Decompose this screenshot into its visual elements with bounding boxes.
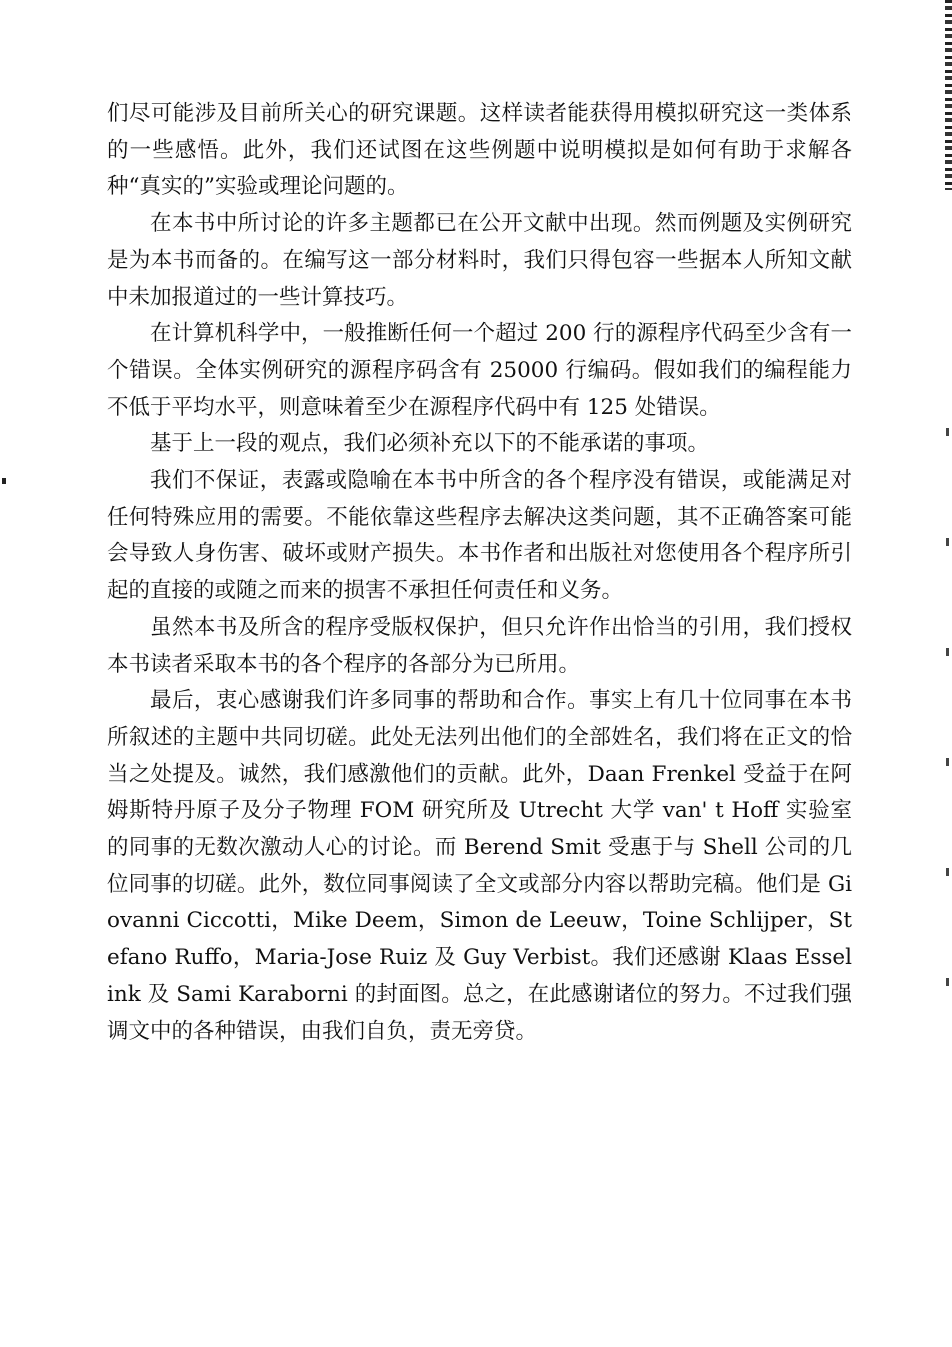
scan-speck — [2, 478, 6, 484]
paragraph-literature: 在本书中所讨论的许多主题都已在公开文献中出现。然而例题及实例研究是为本书而备的。在编写这一部分材料时，我们只得包容一些据本人所知文献中未加报道过的一些计算技巧。 — [107, 211, 852, 310]
paragraph-acknowledgements: 最后，衷心感谢我们许多同事的帮助和合作。事实上有几十位同事在本书所叙述的主题中共同切磋。此处无法列出他们的全部姓名，我们将在正文的恰当之处提及。诚然，我们感激他们的贡献。此外，Daan Frenkel 受益于在阿姆斯特丹原子及分子物理 FOM 研究所及 Utrecht 大学 van' t Hoff 实验室的同事的无数次激动人心的讨论。而 Berend Smit 受惠于与 Shell 公司的几位同事的切磋。此外，数位同事阅读了全文或部分内容以帮助完稿。他们是 Giovanni Ciccotti，Mike Deem，Simon de Leeuw，Toine Schlijper，Stefano Ruffo，Maria-Jose Ruiz 及 Guy Verbist。我们还感谢 Klaas Esselink 及 Sami Karaborni 的封面图。总之，在此感谢诸位的努力。不过我们强调文中的各种错误，由我们自负，责无旁贷。 — [107, 688, 852, 1044]
paragraph-disclaimer-intro: 基于上一段的观点，我们必须补充以下的不能承诺的事项。 — [150, 431, 710, 457]
binding-edge-marks — [946, 380, 949, 1080]
body-text — [107, 96, 852, 1050]
paragraph-code-errors: 在计算机科学中，一般推断任何一个超过 200 行的源程序代码至少含有一个错误。全体实例研究的源程序码含有 25000 行编码。假如我们的编程能力不低于平均水平，则意味着至少在源程序代码中有 125 处错误。 — [107, 321, 852, 420]
paragraph-continued: 们尽可能涉及目前所关心的研究课题。这样读者能获得用模拟研究这一类体系的一些感悟。此外，我们还试图在这些例题中说明模拟是如何有助于求解各种“真实的”实验或理论问题的。 — [107, 101, 852, 200]
binding-edge-shadow — [945, 0, 952, 190]
paragraph-disclaimer: 我们不保证，表露或隐喻在本书中所含的各个程序没有错误，或能满足对任何特殊应用的需要。不能依靠这些程序去解决这类问题，其不正确答案可能会导致人身伤害、破坏或财产损失。本书作者和出版社对您使用各个程序所引起的直接的或随之而来的损害不承担任何责任和义务。 — [107, 468, 852, 604]
paragraph-copyright: 虽然本书及所含的程序受版权保护，但只允许作出恰当的引用，我们授权本书读者采取本书的各个程序的各部分为已所用。 — [107, 614, 852, 677]
